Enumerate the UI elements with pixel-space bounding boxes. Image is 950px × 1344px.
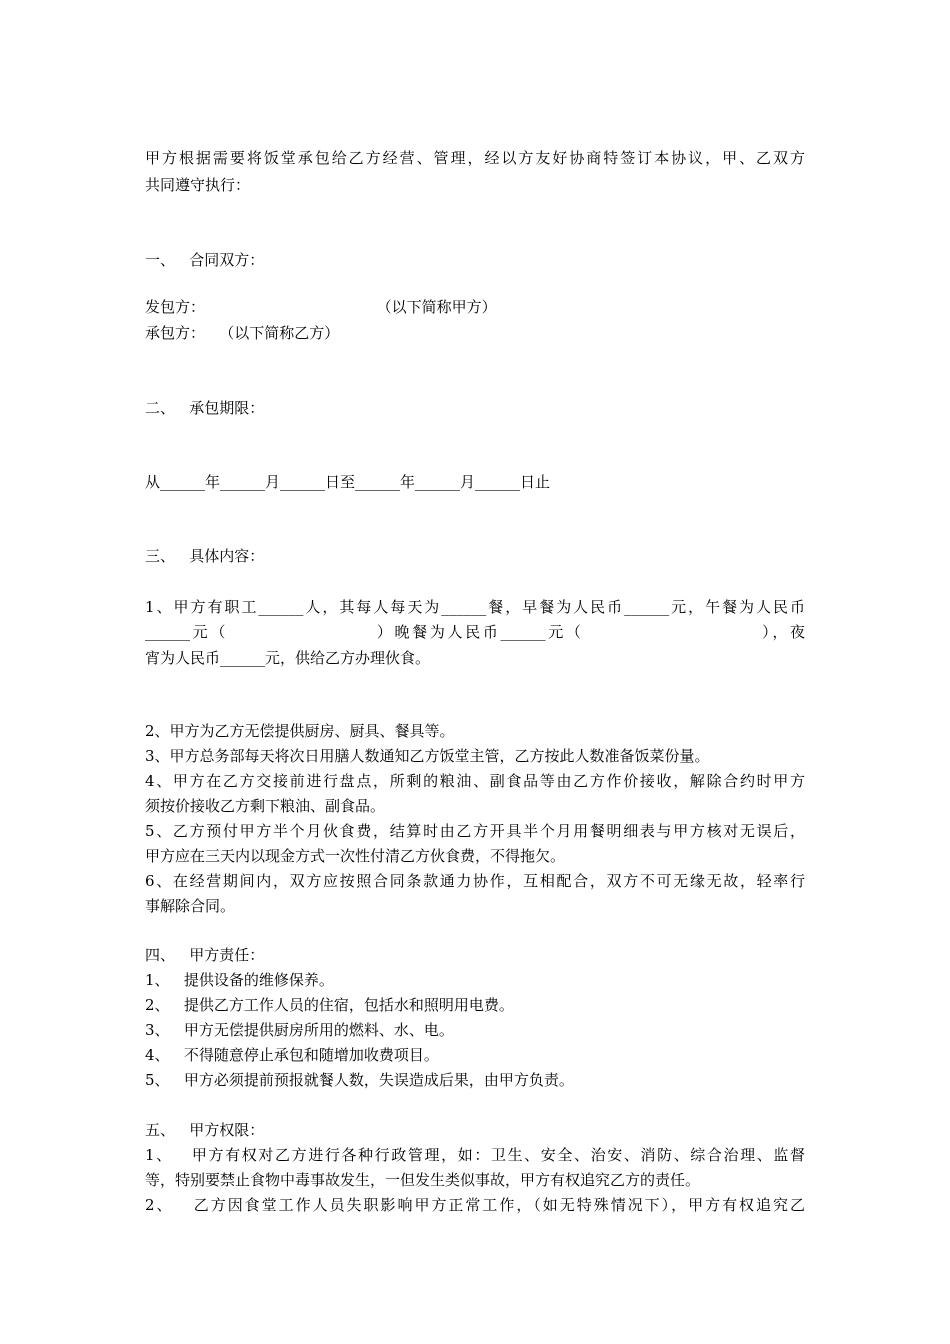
party-a-line: 发包方： （以下简称甲方）: [145, 298, 497, 316]
item-6-line-2: 事解除合同。: [145, 897, 236, 915]
item-4-line-1: 4、甲方在乙方交接前进行盘点，所剩的粮油、副食品等由乙方作价接收，解除合约时甲方: [145, 772, 805, 790]
right-item-2-line-1: 2、 乙方因食堂工作人员失职影响甲方正常工作，（如无特殊情况下），甲方有权追究乙: [145, 1196, 805, 1214]
section-2-heading: 二、 承包期限：: [145, 399, 265, 417]
contract-period-line: 从______年______月______日至______年______月______日止: [145, 473, 551, 491]
duty-item-2: 2、 提供乙方工作人员的住宿，包括水和照明用电费。: [145, 996, 514, 1014]
section-5-heading: 五、 甲方权限：: [145, 1121, 265, 1139]
section-1-heading: 一、 合同双方：: [145, 251, 265, 269]
right-item-1-line-2: 等，特别要禁止食物中毒事故发生，一但发生类似事故，甲方有权追究乙方的责任。: [145, 1171, 701, 1189]
item-5-line-2: 甲方应在三天内以现金方式一次性付清乙方伙食费，不得拖欠。: [145, 847, 566, 865]
item-1-line-2: ______元（ ）晚餐为人民币______元（ ），夜: [145, 623, 805, 641]
duty-item-1: 1、 提供设备的维修保养。: [145, 971, 334, 989]
duty-item-4: 4、 不得随意停止承包和随增加收费项目。: [145, 1046, 439, 1064]
item-5-line-1: 5、乙方预付甲方半个月伙食费，结算时由乙方开具半个月用餐明细表与甲方核对无误后，: [145, 822, 805, 840]
duty-item-3: 3、 甲方无偿提供厨房所用的燃料、水、电。: [145, 1021, 454, 1039]
party-b-line: 承包方： （以下简称乙方）: [145, 324, 340, 342]
item-4-line-2: 须按价接收乙方剩下粮油、副食品。: [145, 797, 386, 815]
intro-line-2: 共同遵守执行：: [145, 176, 251, 194]
section-4-heading: 四、 甲方责任：: [145, 946, 265, 964]
right-item-1-line-1: 1、 甲方有权对乙方进行各种行政管理，如：卫生、安全、治安、消防、综合治理、监督: [145, 1146, 805, 1164]
section-3-heading: 三、 具体内容：: [145, 547, 265, 565]
item-1-line-1: 1、甲方有职工______人，其每人每天为______餐，早餐为人民币______元，午餐为人民币: [145, 598, 805, 616]
intro-line-1: 甲方根据需要将饭堂承包给乙方经营、管理，经以方友好协商特签订本协议，甲、乙双方: [145, 149, 805, 167]
item-1-line-3: 宵为人民币______元，供给乙方办理伙食。: [145, 649, 431, 667]
duty-item-5: 5、 甲方必须提前预报就餐人数，失误造成后果，由甲方负责。: [145, 1071, 574, 1089]
item-3-line: 3、甲方总务部每天将次日用膳人数通知乙方饭堂主管，乙方按此人数准备饭菜份量。: [145, 747, 710, 765]
item-2-line: 2、甲方为乙方无偿提供厨房、厨具、餐具等。: [145, 722, 455, 740]
item-6-line-1: 6、在经营期间内，双方应按照合同条款通力协作，互相配合，双方不可无缘无故，轻率行: [145, 872, 805, 890]
